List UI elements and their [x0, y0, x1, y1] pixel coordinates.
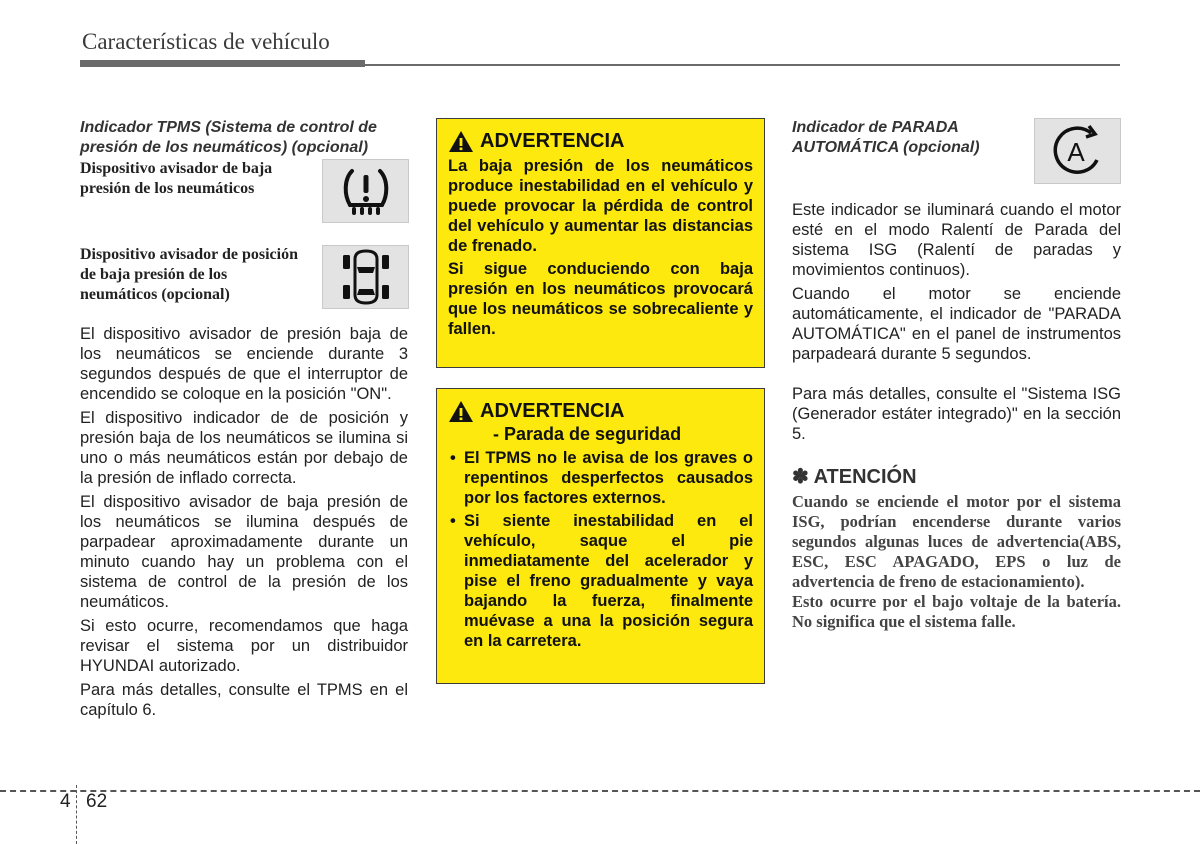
warning-title-text: ADVERTENCIA: [480, 130, 625, 152]
warning-paragraph: Si sigue conduciendo con baja presión en los neumáticos provocará que los neumáticos se sobrecaliente y fallen.: [448, 260, 753, 338]
tpms-low-pressure-icon: [322, 159, 409, 223]
warning-bullet: • Si siente inestabilidad en el vehículo, saque el pie inmediatamente del acelerador y pise el freno gradualmente y vaya bajando la fuerza, finalmente muévase a una la posición segura en la carretera.: [448, 511, 753, 651]
warning-box-pressure: [436, 118, 765, 368]
tpms-position-icon: [322, 245, 409, 309]
tpms-indicator-label: Dispositivo avisador de baja presión de los neumáticos: [80, 160, 273, 197]
auto-stop-section: [792, 118, 1121, 632]
warning-body: [448, 156, 753, 339]
auto-stop-paragraph: Para más detalles, consulte el "Sistema ISG (Generador estáter integrado)" en la sección 5.: [792, 385, 1121, 443]
auto-stop-icon-svg: [1049, 124, 1107, 178]
tpms-indicator-row: [80, 159, 408, 245]
tpms-position-row: [80, 245, 408, 324]
auto-stop-paragraph: Este indicador se iluminará cuando el motor esté en el modo Ralentí de Parada del sistema ISG (Ralentí de paradas y movimientos continuos).: [792, 201, 1121, 279]
page-header-title: Características de vehículo: [82, 29, 330, 54]
auto-stop-paragraph: Cuando el motor se enciende automáticamente, el indicador de "PARADA AUTOMÁTICA" en el panel de instrumentos parpadeará durante 5 segundos.: [792, 285, 1121, 363]
tpms-position-label: Dispositivo avisador de posición de baja presión de los neumáticos (opcional): [80, 246, 298, 303]
warning-subtitle: - Parada de seguridad: [493, 424, 682, 444]
auto-stop-body: [792, 200, 1121, 444]
warning-paragraph: La baja presión de los neumáticos produce inestabilidad en el vehículo y puede provocar la pérdida de control del vehículo y aumentar las distancias de frenado.: [448, 157, 753, 255]
tpms-heading: Indicador TPMS (Sistema de control de presión de los neumáticos) (opcional): [80, 119, 377, 156]
page-number: 62: [86, 791, 108, 812]
tpms-paragraph: Para más detalles, consulte el TPMS en el capítulo 6.: [80, 681, 408, 719]
header-rule-thick: [80, 60, 365, 67]
note-paragraph: Esto ocurre por el bajo voltaje de la batería. No significa que el sistema falle.: [792, 592, 1121, 631]
chapter-number: 4: [60, 791, 71, 812]
tpms-paragraph: Si esto ocurre, recomendamos que haga revisar el sistema por un distribuidor HYUNDAI autorizado.: [80, 617, 408, 675]
footer-dashed-divider: [76, 785, 77, 844]
tpms-section: [80, 118, 408, 724]
tpms-paragraph: El dispositivo avisador de baja presión de los neumáticos se ilumina después de parpadear aproximadamente durante un minuto cuando hay un problema con el sistema de control de la presión de los neumáticos.: [80, 493, 408, 611]
header-rule-thin: [365, 64, 1120, 66]
warning-title: [448, 129, 753, 153]
auto-stop-heading-row: [792, 118, 1121, 200]
tpms-position-icon-svg: [341, 249, 391, 305]
warning-bullet-list: [448, 448, 753, 651]
warnings-column: [436, 118, 765, 684]
warning-triangle-icon: [448, 400, 474, 423]
warning-title-text: ADVERTENCIA: [480, 400, 625, 422]
warning-triangle-icon: [448, 130, 474, 153]
note-paragraph: Cuando se enciende el motor por el sistema ISG, podrían encenderse durante varios segundos algunas luces de advertencia(ABS, ESC, ESC APAGADO, EPS o luz de advertencia de freno de estacionamiento).: [792, 492, 1121, 591]
tpms-paragraph: El dispositivo indicador de de posición y presión baja de los neumáticos se ilumina si uno o más neumáticos están por debajo de la presión de inflado correcta.: [80, 409, 408, 487]
warning-box-safety-stop: [436, 388, 765, 684]
tpms-body: [80, 324, 408, 720]
auto-stop-letter: A: [1066, 137, 1085, 167]
warning-bullet: • El TPMS no le avisa de los graves o repentinos desperfectos causados por los factores externos.: [448, 448, 753, 508]
footer-dashed-rule: [0, 790, 1200, 792]
note-body: [792, 492, 1121, 632]
tpms-paragraph: El dispositivo avisador de presión baja de los neumáticos se enciende durante 3 segundos después de que el interruptor de encendido se coloque en la posición "ON".: [80, 325, 408, 403]
auto-stop-heading: Indicador de PARADA AUTOMÁTICA (opcional): [792, 119, 980, 156]
note-title: ✽ ATENCIÓN: [792, 466, 917, 488]
tpms-low-pressure-icon-svg: [336, 165, 396, 217]
auto-stop-icon: [1034, 118, 1121, 184]
warning-title: [448, 399, 753, 423]
